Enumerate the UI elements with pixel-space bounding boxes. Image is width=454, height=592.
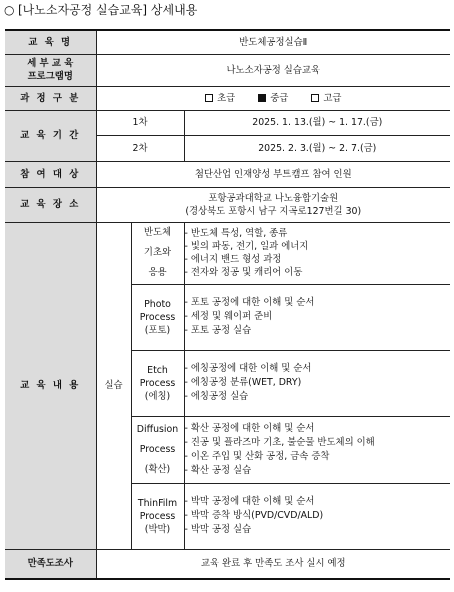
module-name-line: Process bbox=[139, 311, 176, 323]
survey-value: 교육 완료 후 만족도 조사 실시 예정 bbox=[96, 549, 450, 579]
course-level-label: 과 정 구 분 bbox=[5, 86, 96, 110]
module-item: - 에칭공정 분류(WET, DRY) bbox=[184, 377, 302, 388]
content-label: 교 육 내 용 bbox=[5, 222, 96, 549]
module-item: - 확산 공정에 대한 이해 및 순서 bbox=[184, 422, 315, 434]
module-name-line: ThinFilm bbox=[137, 497, 178, 509]
location-value bbox=[96, 187, 450, 222]
program-name-value: 나노소자공정 실습교육 bbox=[96, 54, 450, 86]
module-name-line: Process bbox=[139, 377, 176, 389]
education-name-label: 교 육 명 bbox=[5, 30, 96, 54]
course-detail-table bbox=[5, 29, 450, 580]
target-label: 참 여 대 상 bbox=[5, 161, 96, 187]
module-items bbox=[184, 222, 450, 284]
checkbox-empty-icon bbox=[205, 94, 213, 102]
module-name bbox=[131, 483, 184, 549]
module-name-line: 응용 bbox=[148, 267, 167, 278]
row-program-name bbox=[5, 54, 450, 86]
module-item: - 박막 공정 실습 bbox=[184, 524, 252, 535]
option-intermediate bbox=[258, 93, 288, 104]
checkbox-empty-icon bbox=[311, 94, 319, 102]
module-item: - 포토 공정 실습 bbox=[184, 325, 252, 336]
location-line1: 포항공과대학교 나노융합기술원 bbox=[208, 192, 339, 204]
course-level-options bbox=[96, 86, 450, 110]
location-label: 교 육 장 소 bbox=[5, 187, 96, 222]
module-item: - 에칭공정 실습 bbox=[184, 391, 249, 402]
option-beginner-label: 초급 bbox=[217, 92, 236, 104]
module-name-line: Photo bbox=[144, 298, 171, 310]
row-course-level bbox=[5, 86, 450, 110]
module-items bbox=[184, 416, 450, 483]
program-name-label-line2: 프로그램명 bbox=[27, 71, 73, 82]
row-education-name bbox=[5, 30, 450, 54]
module-item: - 박막 증착 방식(PVD/CVD/ALD) bbox=[184, 510, 324, 521]
module-item: - 이온 주입 및 산화 공정, 금속 증착 bbox=[184, 450, 330, 462]
module-item: - 세정 및 웨이퍼 준비 bbox=[184, 311, 273, 322]
period-round-2: 2차 bbox=[96, 135, 184, 161]
module-name-line: (포토) bbox=[144, 324, 171, 336]
row-period-1 bbox=[5, 110, 450, 135]
period-label: 교 육 기 간 bbox=[5, 110, 96, 161]
location-line2: (경상북도 포항시 남구 지곡로127번길 30) bbox=[185, 205, 362, 217]
module-items bbox=[184, 350, 450, 416]
module-items bbox=[184, 483, 450, 549]
row-target bbox=[5, 161, 450, 187]
option-intermediate-label: 중급 bbox=[270, 92, 289, 104]
module-name-line: Diffusion bbox=[136, 423, 179, 435]
row-module-1 bbox=[5, 222, 450, 284]
module-name-line: Etch bbox=[147, 364, 168, 376]
module-name-line: 기초와 bbox=[143, 247, 172, 258]
module-name bbox=[131, 284, 184, 350]
period-dates-1: 2025. 1. 13.(월) ~ 1. 17.(금) bbox=[184, 110, 450, 135]
module-name bbox=[131, 350, 184, 416]
survey-label: 만족도조사 bbox=[5, 549, 96, 579]
module-name bbox=[131, 222, 184, 284]
module-item: - 진공 및 플라즈마 기초, 불순물 반도체의 이해 bbox=[184, 436, 375, 448]
module-item: - 빛의 파동, 전기, 일과 에너지 bbox=[184, 241, 309, 252]
target-value: 첨단산업 인재양성 부트캠프 참여 인원 bbox=[96, 161, 450, 187]
option-advanced-label: 고급 bbox=[323, 92, 342, 104]
module-item: - 에칭공정에 대한 이해 및 순서 bbox=[184, 363, 312, 374]
content-category: 실습 bbox=[96, 222, 131, 549]
module-item: - 전자와 정공 및 캐리어 이동 bbox=[184, 267, 303, 278]
circle-bullet-icon: ○ bbox=[4, 3, 15, 17]
row-survey bbox=[5, 549, 450, 579]
checkbox-filled-icon bbox=[258, 94, 266, 102]
module-name-line: (확산) bbox=[144, 463, 171, 475]
module-name bbox=[131, 416, 184, 483]
module-items bbox=[184, 284, 450, 350]
row-location bbox=[5, 187, 450, 222]
program-name-label-line1: 세 부 교 육 bbox=[27, 58, 74, 69]
education-name-value: 반도체공정실습Ⅱ bbox=[96, 30, 450, 54]
module-name-line: Process bbox=[139, 443, 176, 455]
option-beginner bbox=[205, 93, 235, 104]
module-item: - 에너지 밴드 형성 과정 bbox=[184, 254, 282, 265]
program-name-label bbox=[5, 54, 96, 86]
section-heading-text: [나노소자공정 실습교육] 상세내용 bbox=[18, 3, 198, 17]
period-dates-2: 2025. 2. 3.(월) ~ 2. 7.(금) bbox=[184, 135, 450, 161]
module-item: - 포토 공정에 대한 이해 및 순서 bbox=[184, 297, 315, 308]
module-name-line: Process bbox=[139, 510, 176, 522]
period-round-1: 1차 bbox=[96, 110, 184, 135]
section-heading bbox=[4, 0, 197, 20]
module-name-line: 반도체 bbox=[143, 227, 172, 238]
module-name-line: (에칭) bbox=[144, 390, 171, 402]
option-advanced bbox=[311, 93, 341, 104]
module-item: - 확산 공정 실습 bbox=[184, 464, 252, 476]
module-item: - 반도체 특성, 역할, 종류 bbox=[184, 228, 288, 239]
module-item: - 박막 공정에 대한 이해 및 순서 bbox=[184, 496, 315, 507]
module-name-line: (박막) bbox=[144, 523, 171, 535]
